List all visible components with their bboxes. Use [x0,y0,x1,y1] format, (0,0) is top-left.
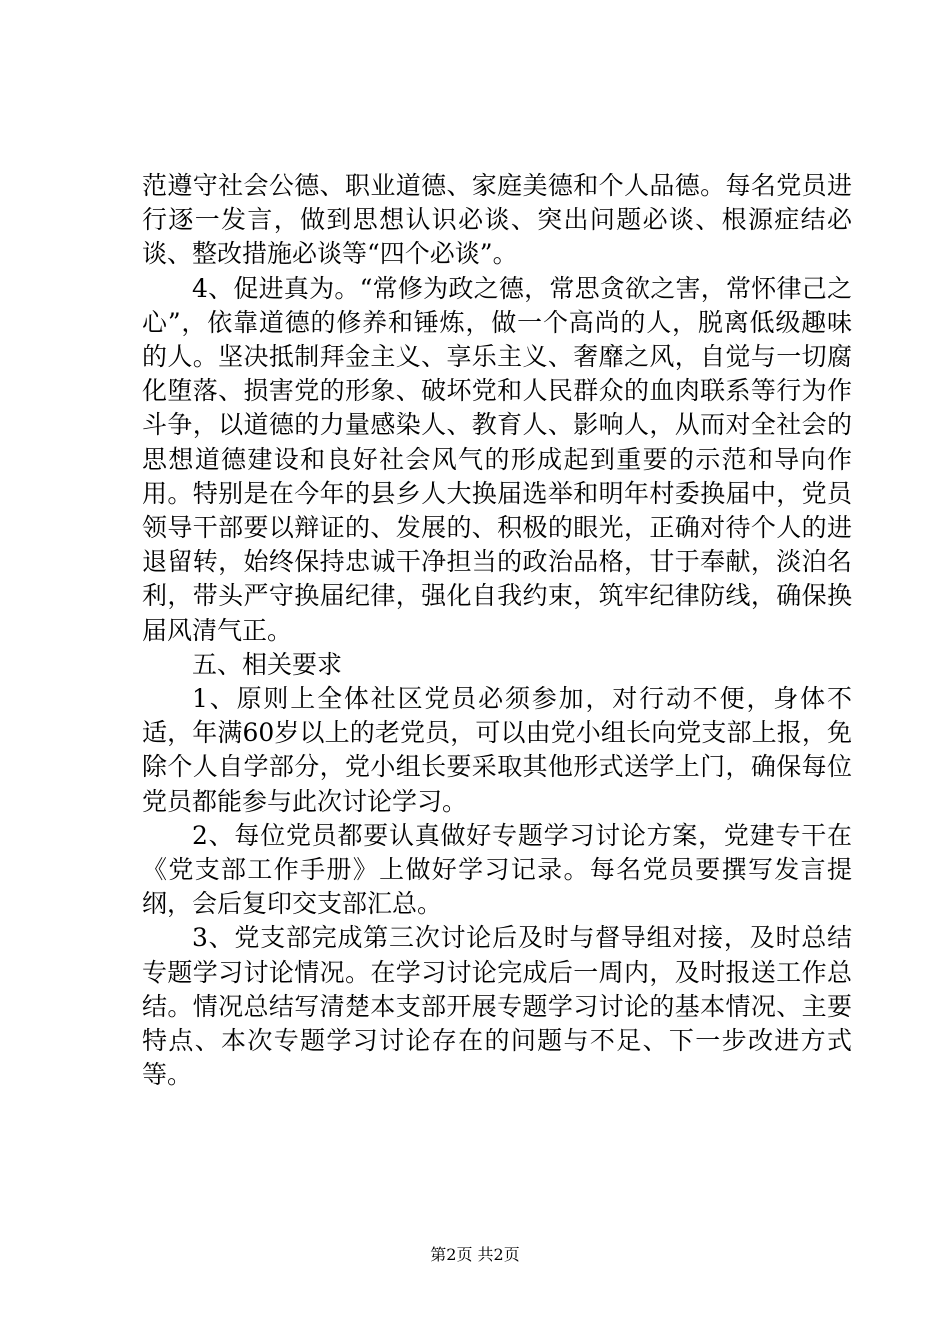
paragraph-requirement-2: 2、每位党员都要认真做好专题学习讨论方案，党建专干在《党支部工作手册》上做好学习记录。每名党员要撰写发言提纲，会后复印交支部汇总。 [142,820,852,919]
paragraph-requirement-1: 1、原则上全体社区党员必须参加，对行动不便，身体不适，年满60岁以上的老党员，可以由党小组长向党支部上报，免除个人自学部分，党小组长要采取其他形式送学上门，确保每位党员都能参与此次讨论学习。 [142,684,852,816]
paragraph-item-4: 4、促进真为。“常修为政之德，常思贪欲之害，常怀律己之心”，依靠道德的修养和锤炼，做一个高尚的人，脱离低级趣味的人。坚决抵制拜金主义、享乐主义、奢靡之风，自觉与一切腐化堕落、损害党的形象、破坏党和人民群众的血肉联系等行为作斗争，以道德的力量感染人、教育人、影响人，从而对全社会的思想道德建设和良好社会风气的形成起到重要的示范和导向作用。特别是在今年的县乡人大换届选举和明年村委换届中，党员领导干部要以辩证的、发展的、积极的眼光，正确对待个人的进退留转，始终保持忠诚干净担当的政治品格，甘于奉献，淡泊名利，带头严守换届纪律，强化自我约束，筑牢纪律防线，确保换届风清气正。 [142,273,852,645]
document-body [142,169,852,1092]
page-footer: 第2页 共2页 [430,1245,520,1264]
section-heading-requirements: 五、相关要求 [192,649,343,679]
paragraph-requirement-3: 3、党支部完成第三次讨论后及时与督导组对接，及时总结专题学习讨论情况。在学习讨论完成后一周内，及时报送工作总结。情况总结写清楚本支部开展专题学习讨论的基本情况、主要特点、本次专题学习讨论存在的问题与不足、下一步改进方式等。 [142,923,852,1090]
paragraph-continuation: 范遵守社会公德、职业道德、家庭美德和个人品德。每名党员进行逐一发言，做到思想认识必谈、突出问题必谈、根源症结必谈、整改措施必谈等“四个必谈”。 [142,171,852,269]
